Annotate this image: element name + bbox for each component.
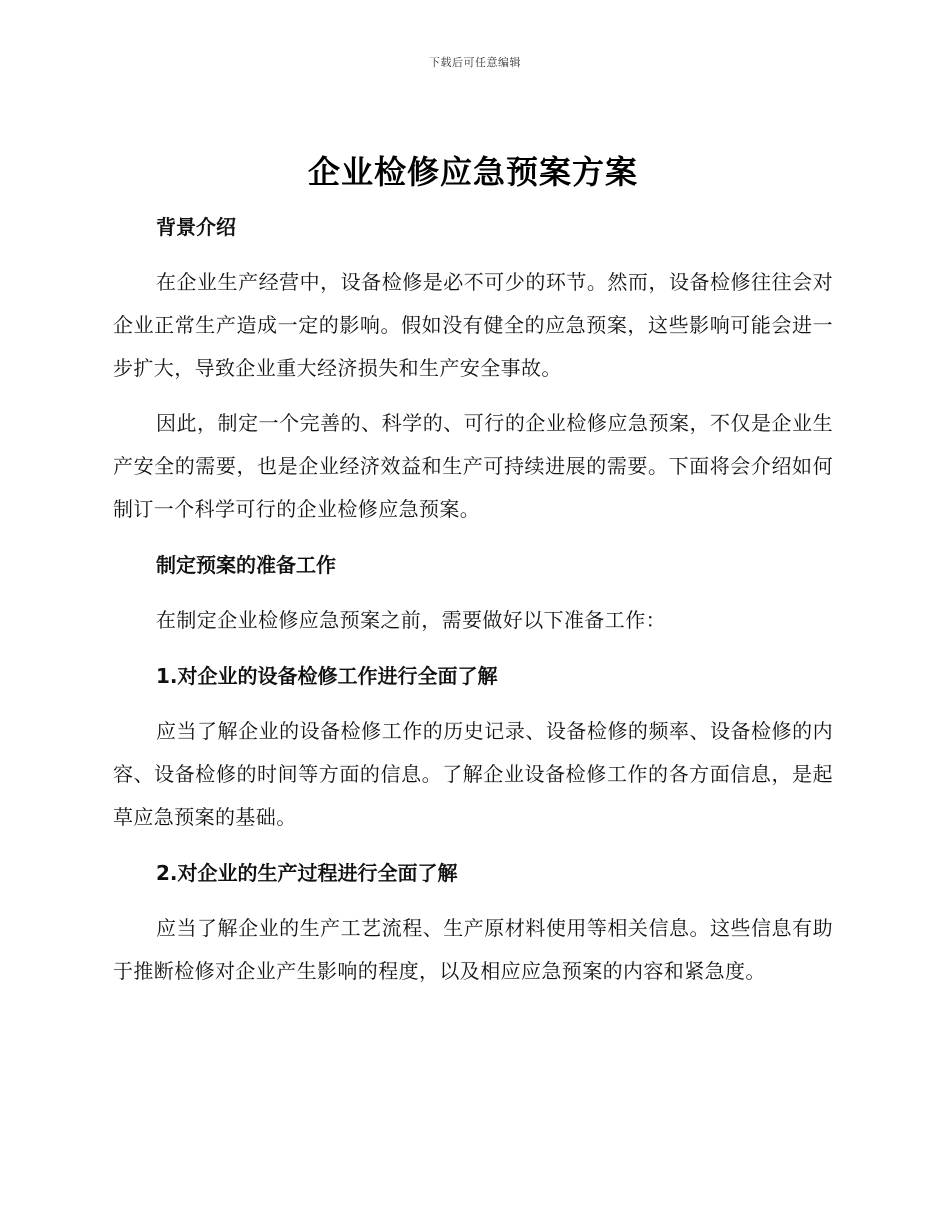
header-note: 下载后可任意编辑 (429, 56, 521, 69)
spacer (113, 642, 833, 657)
document-body (113, 148, 833, 993)
document-title: 企业检修应急预案方案 (307, 153, 638, 191)
spacer (113, 531, 833, 546)
paragraph-background-2: 因此，制定一个完善的、科学的、可行的企业检修应急预案，不仅是企业生产安全的需要，也是企业经济效益和生产可持续进展的需要。下面将会介绍如何制订一个科学可行的企业检修应急预案。 (113, 411, 833, 521)
paragraph-preparation-intro: 在制定企业检修应急预案之前，需要做好以下准备工作： (156, 608, 666, 632)
spacer (113, 839, 833, 854)
spacer (113, 584, 833, 599)
paragraph-item-2: 应当了解企业的生产工艺流程、生产原材料使用等相关信息。这些信息有助于推断检修对企业产生影响的程度，以及相应应急预案的内容和紧急度。 (113, 916, 833, 983)
spacer (113, 390, 833, 402)
section-heading-preparation: 制定预案的准备工作 (156, 553, 336, 577)
paragraph-item-1: 应当了解企业的设备检修工作的历史记录、设备检修的频率、设备检修的内容、设备检修的时间等方面的信息。了解企业设备检修工作的各方面信息，是起草应急预案的基础。 (113, 719, 833, 829)
subheading-item-2: 2.对企业的生产过程进行全面了解 (156, 861, 458, 885)
paragraph-background-1: 在企业生产经营中，设备检修是必不可少的环节。然而，设备检修往往会对企业正常生产造成一定的影响。假如没有健全的应急预案，这些影响可能会进一步扩大，导致企业重大经济损失和生产安全事故。 (113, 270, 833, 380)
spacer (113, 695, 833, 710)
subheading-item-1: 1.对企业的设备检修工作进行全面了解 (156, 664, 498, 688)
spacer (113, 892, 833, 907)
section-heading-background: 背景介绍 (156, 215, 236, 239)
spacer (113, 246, 833, 261)
